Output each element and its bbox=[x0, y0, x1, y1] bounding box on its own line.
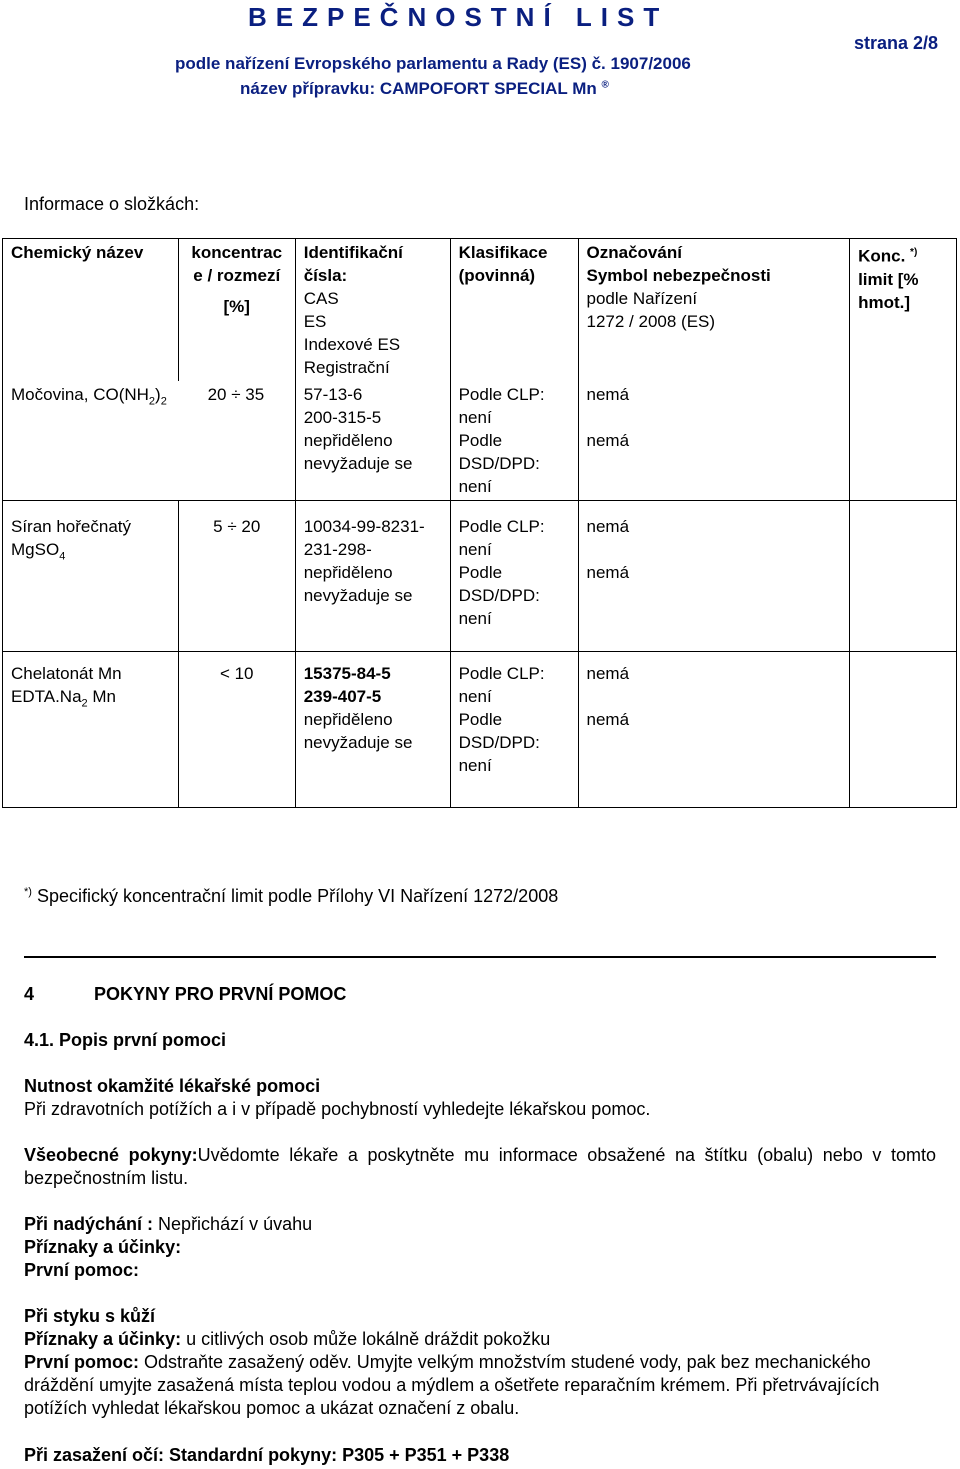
section4-title: POKYNY PRO PRVNÍ POMOC bbox=[94, 984, 347, 1004]
skin-symptoms-label: Příznaky a účinky: bbox=[24, 1329, 187, 1349]
row1-name: Močovina, $CO(NH_2)_2$ bbox=[11, 385, 167, 408]
page-number: strana 2/8 bbox=[853, 33, 938, 53]
skin-symptoms-text: u citlivých osob může lokálně dráždit pokožku bbox=[186, 1329, 551, 1349]
header-classification: Klasifikace (povinná) bbox=[450, 239, 578, 382]
row3-limit bbox=[850, 652, 957, 808]
table-row bbox=[3, 381, 957, 501]
row1-name-conc bbox=[3, 381, 296, 501]
footnote bbox=[24, 886, 558, 907]
skin-aid-label: První pomoc: bbox=[24, 1352, 145, 1372]
skin-symptoms-line bbox=[24, 1328, 936, 1351]
section4-heading bbox=[24, 984, 346, 1005]
table-row bbox=[3, 501, 957, 652]
document-title: BEZPEČNOSTNÍ LIST bbox=[248, 2, 669, 32]
row2-name: Síran hořečnatý MgSO$_4$ bbox=[3, 501, 179, 652]
composition-table bbox=[2, 238, 957, 808]
urgent-text: Při zdravotních potížích a i v případě pochybností vyhledejte lékařskou pomoc. bbox=[24, 1099, 651, 1119]
footnote-mark: *) bbox=[24, 886, 32, 898]
skin-aid-line bbox=[24, 1351, 936, 1420]
regulation-line: podle nařízení Evropského parlamentu a Rady (ES) č. 1907/2006 bbox=[175, 54, 691, 73]
skin-aid-text: Odstraňte zasažený oděv. Umyjte velkým množstvím studené vody, pak bez mechanického dráždění umyjte zasažená místa teplou vodou a mýdlem a ošetřete reparačním krémem. Při přetrvávajících potížích vyhledat lékařskou pomoc a ukázat označení z obalu. bbox=[24, 1352, 880, 1418]
row2-concentration: 5 ÷ 20 bbox=[178, 501, 295, 652]
row1-concentration: 20 ÷ 35 bbox=[207, 385, 265, 404]
product-name-line bbox=[240, 79, 609, 99]
row2-identifiers: 10034-99-8231- 231-298- nepřiděleno nevyžaduje se bbox=[295, 501, 450, 652]
inhalation-symptoms: Příznaky a účinky: bbox=[24, 1237, 182, 1257]
header-limit: Konc. *) limit [% hmot.] bbox=[850, 239, 957, 382]
table-row bbox=[3, 652, 957, 808]
inhalation-aid: První pomoc: bbox=[24, 1260, 140, 1280]
row3-name: Chelatonát Mn $EDTA.Na_2$ Mn bbox=[3, 652, 179, 808]
row1-identifiers: 57-13-6 200-315-5 nepřiděleno nevyžaduje se bbox=[295, 381, 450, 501]
section41-heading: 4.1. Popis první pomoci bbox=[24, 1030, 227, 1050]
row1-limit bbox=[850, 381, 957, 501]
general-text: Uvědomte lékaře a poskytněte mu informace obsažené na štítku (obalu) nebo v tomto bezpečnostním listu. bbox=[24, 1145, 936, 1188]
inhalation-line bbox=[24, 1213, 936, 1236]
inhalation-block bbox=[24, 1213, 936, 1282]
row1-labelling: nemá nemá bbox=[578, 381, 850, 501]
row1-classification: Podle CLP: není Podle DSD/DPD: není bbox=[450, 381, 578, 501]
row2-labelling: nemá nemá bbox=[578, 501, 850, 652]
row3-classification: Podle CLP: není Podle DSD/DPD: není bbox=[450, 652, 578, 808]
skin-block bbox=[24, 1305, 936, 1420]
general-block bbox=[24, 1144, 936, 1190]
row2-limit bbox=[850, 501, 957, 652]
row3-identifiers: 15375-84-5 239-407-5 nepřiděleno nevyžaduje se bbox=[295, 652, 450, 808]
urgent-title: Nutnost okamžité lékařské pomoci bbox=[24, 1076, 321, 1096]
registered-mark: ® bbox=[601, 79, 609, 91]
section4-number: 4 bbox=[24, 984, 35, 1004]
header-concentration: koncentrac e / rozmezí [%] bbox=[178, 239, 295, 382]
general-label: Všeobecné pokyny: bbox=[24, 1145, 198, 1165]
row2-classification: Podle CLP: není Podle DSD/DPD: není bbox=[450, 501, 578, 652]
inhalation-label: Při nadýchání : bbox=[24, 1214, 159, 1234]
row3-labelling: nemá nemá bbox=[578, 652, 850, 808]
header-name: Chemický název bbox=[3, 239, 179, 382]
product-name: název přípravku: CAMPOFORT SPECIAL Mn bbox=[240, 79, 597, 98]
urgent-block bbox=[24, 1075, 936, 1121]
table-header-row bbox=[3, 239, 957, 382]
header-identifiers: Identifikační čísla: CAS ES Indexové ES Registrační bbox=[295, 239, 450, 382]
section-divider bbox=[24, 956, 936, 958]
header-labelling: Označování Symbol nebezpečnosti podle Nařízení 1272 / 2008 (ES) bbox=[578, 239, 850, 382]
section-label: Informace o složkách: bbox=[24, 194, 200, 214]
inhalation-text: Nepřichází v úvahu bbox=[158, 1214, 313, 1234]
eye-title: Při zasažení očí: Standardní pokyny: P305 + P351 + P338 bbox=[24, 1445, 510, 1465]
row3-concentration: < 10 bbox=[178, 652, 295, 808]
skin-title: Při styku s kůží bbox=[24, 1306, 156, 1326]
footnote-text: Specifický koncentrační limit podle Přílohy VI Nařízení 1272/2008 bbox=[31, 886, 559, 906]
